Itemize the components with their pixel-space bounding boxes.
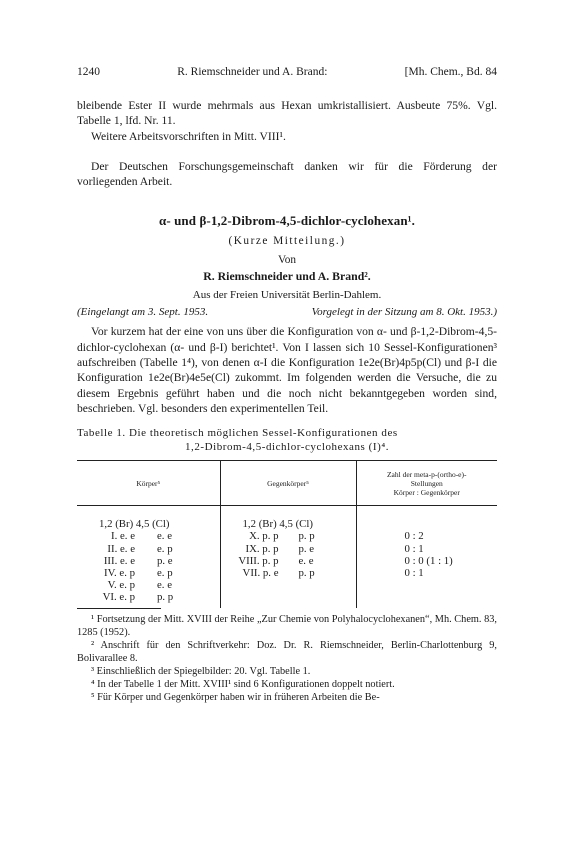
koerper-br-cell: V. e. p xyxy=(107,579,135,592)
table-caption-line2: 1,2-Dibrom-4,5-dichlor-cyclohexans (I)⁴. xyxy=(185,441,389,454)
col-header-zahl-line1: Zahl der meta-p-(ortho-e)- xyxy=(386,469,467,479)
article-body: Vor kurzem hat der eine von uns über die Konfiguration von α- und β-1,2-Dibrom-4,5-dichlor-cyclohexan (α- und β-I) berichtet¹. Von I lassen sich 10 Sessel-Konfigurationen³ aufschreiben (Tabelle 1⁴), von denen α-I die Konfiguration 1e2e(Br)4p5p(Cl) und β-I die Konfiguration 1e2e(Br)4e5e(Cl) zukommt. Im folgenden werden die Versuche, die zu diesem Ergebnis geführt haben und die noch nicht bekanntgegeben worden sind, beschrieben. Vgl. besonders den experimentellen Teil. xyxy=(77,325,497,415)
col2-subheader: 1,2 (Br) 4,5 (Cl) xyxy=(220,518,356,530)
table-row xyxy=(77,555,497,567)
journal-ref: [Mh. Chem., Bd. 84 xyxy=(404,66,497,78)
col1-subheader: 1,2 (Br) 4,5 (Cl) xyxy=(99,518,170,531)
paragraph-further: Weitere Arbeitsvorschriften in Mitt. VIII¹. xyxy=(91,129,286,143)
table-row xyxy=(77,543,497,555)
affiliation: Aus der Freien Universität Berlin-Dahlem. xyxy=(192,289,382,302)
gegenkoerper-cl-cell: p. e xyxy=(298,542,315,555)
table-subheader-row xyxy=(77,518,497,530)
received-line xyxy=(77,306,497,318)
table-row xyxy=(77,591,497,603)
koerper-br-cell: I. e. e xyxy=(111,530,135,543)
koerper-br-cell: VI. e. p xyxy=(102,591,135,604)
paragraph-acknowledgement: Der Deutschen Forschungsgemeinschaft danken wir für die Förderung der vorliegenden Arbeit. xyxy=(77,159,497,189)
configuration-table xyxy=(77,460,497,607)
koerper-cl-cell: e. p xyxy=(157,567,173,580)
table-caption xyxy=(77,426,497,454)
article-title: α- und β-1,2-Dibrom-4,5-dichlor-cyclohexan¹. xyxy=(158,213,416,229)
zahl-cell: 0 : 0 (1 : 1) xyxy=(356,555,497,567)
zahl-cell: 0 : 1 xyxy=(356,543,497,555)
koerper-br-cell: III. e. e xyxy=(103,554,135,567)
koerper-cl-cell: p. e xyxy=(157,554,173,567)
koerper-cl-cell: e. p xyxy=(157,542,173,555)
article-note: (Kurze Mitteilung.) xyxy=(228,235,346,248)
footnote-5: ⁵ Für Körper und Gegenkörper haben wir in früheren Arbeiten die Be- xyxy=(91,691,380,703)
article-authors: R. Riemschneider und A. Brand². xyxy=(203,269,371,284)
received-date: (Eingelangt am 3. Sept. 1953. xyxy=(77,306,209,319)
footnote-4: ⁴ In der Tabelle 1 der Mitt. XVIII¹ sind 6 Konfigurationen doppelt notiert. xyxy=(91,678,395,690)
table-caption-line1: Tabelle 1. Die theoretisch möglichen Sessel-Konfigurationen des xyxy=(77,427,398,440)
footnote-1: ¹ Fortsetzung der Mitt. XVIII der Reihe „Zur Chemie von Polyhalocyclohexanen“, Mh. Chem. 83, 1285 (1952). xyxy=(77,613,497,638)
col-header-zahl xyxy=(356,461,497,506)
von-label: Von xyxy=(278,254,296,267)
col-header-zahl-line3: Körper : Gegenkörper xyxy=(393,487,460,497)
gegenkoerper-cl-cell: p. p xyxy=(298,530,315,543)
gegenkoerper-br-cell: VIII. p. p xyxy=(238,554,279,567)
table-row xyxy=(77,567,497,579)
journal-page xyxy=(77,66,497,704)
koerper-br-cell: II. e. e xyxy=(107,542,135,555)
gegenkoerper-br-cell: X. p. p xyxy=(249,530,279,543)
zahl-cell: 0 : 2 xyxy=(356,530,497,542)
col-header-gegenkoerper: Gegenkörper⁵ xyxy=(220,461,356,506)
col-header-koerper: Körper⁵ xyxy=(77,461,220,506)
gegenkoerper-br-cell: VII. p. e xyxy=(242,567,279,580)
table-row xyxy=(77,579,497,591)
table-row xyxy=(77,530,497,542)
footnote-3: ³ Einschließlich der Spiegelbilder: 20. Vgl. Tabelle 1. xyxy=(91,665,311,677)
running-authors: R. Riemschneider und A. Brand: xyxy=(177,66,328,78)
koerper-cl-cell: e. e xyxy=(157,530,172,543)
zahl-cell xyxy=(356,579,497,591)
zahl-cell xyxy=(356,591,497,603)
paragraph-ester: bleibende Ester II wurde mehrmals aus Hexan umkristallisiert. Ausbeute 75%. Vgl. Tabelle 1, lfd. Nr. 11. xyxy=(77,99,497,128)
page-number: 1240 xyxy=(77,66,100,78)
zahl-cell: 0 : 1 xyxy=(356,567,497,579)
gegenkoerper-cl-cell: p. p xyxy=(298,567,315,580)
koerper-cl-cell: p. p xyxy=(157,591,174,604)
koerper-cl-cell: e. e xyxy=(157,579,172,592)
presented-date: Vorgelegt in der Sitzung am 8. Okt. 1953.) xyxy=(311,306,497,319)
koerper-br-cell: IV. e. p xyxy=(104,567,135,580)
gegenkoerper-br-cell: IX. p. p xyxy=(245,542,279,555)
col-header-zahl-line2: Stellungen xyxy=(410,478,443,488)
footnote-2: ² Anschrift für den Schriftverkehr: Doz. Dr. R. Riemschneider, Berlin-Charlottenburg 9, Bolivarallee 8. xyxy=(77,639,497,664)
gegenkoerper-cl-cell: e. e xyxy=(298,554,314,567)
running-header xyxy=(77,66,497,78)
